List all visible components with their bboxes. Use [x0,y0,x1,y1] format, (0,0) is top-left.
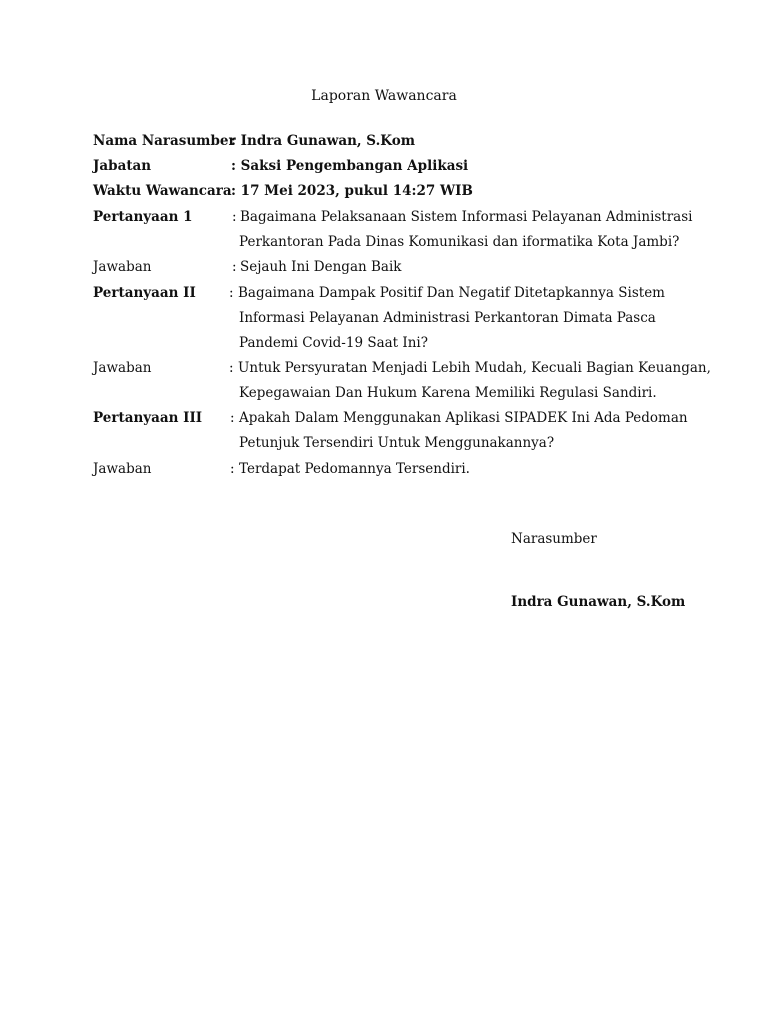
question-text: Apakah Dalam Menggunakan Aplikasi SIPADEK Ini Ada Pedoman [239,410,688,426]
document-title: Laporan Wawancara [311,88,457,104]
answer-label: Jawaban [93,259,152,275]
colon: : [229,285,234,301]
colon: : [232,259,237,275]
field-value: : Indra Gunawan, S.Kom [231,133,415,149]
question-text: Informasi Pelayanan Administrasi Perkantoran Dimata Pasca [239,310,656,326]
answer-text: Untuk Persyuratan Menjadi Lebih Mudah, Kecuali Bagian Keuangan, [238,360,711,376]
field-label: Waktu Wawancara [93,183,232,199]
signature-label: Narasumber [511,531,597,547]
colon: : [229,360,234,376]
answer-text: Sejauh Ini Dengan Baik [240,259,402,275]
field-label: Jabatan [93,158,152,174]
colon: : [230,461,235,477]
question-label: Pertanyaan 1 [93,209,193,225]
signature-name: Indra Gunawan, S.Kom [511,594,686,610]
answer-label: Jawaban [93,461,152,477]
answer-text: Terdapat Pedomannya Tersendiri. [239,461,470,477]
colon: : [230,410,235,426]
question-text: Perkantoran Pada Dinas Komunikasi dan iformatika Kota Jambi? [239,234,680,250]
question-text: Bagaimana Dampak Positif Dan Negatif Ditetapkannya Sistem [238,285,665,301]
field-value: : Saksi Pengembangan Aplikasi [231,158,469,174]
field-label: Nama Narasumber [93,133,236,149]
question-label: Pertanyaan III [93,410,203,426]
question-text: Bagaimana Pelaksanaan Sistem Informasi Pelayanan Administrasi [240,209,693,225]
answer-label: Jawaban [93,360,152,376]
question-label: Pertanyaan II [93,285,196,301]
question-text: Petunjuk Tersendiri Untuk Menggunakannya? [239,435,555,451]
question-text: Pandemi Covid-19 Saat Ini? [239,335,428,351]
answer-text: Kepegawaian Dan Hukum Karena Memiliki Regulasi Sandiri. [239,385,657,401]
colon: : [232,209,237,225]
field-value: : 17 Mei 2023, pukul 14:27 WIB [231,183,473,199]
